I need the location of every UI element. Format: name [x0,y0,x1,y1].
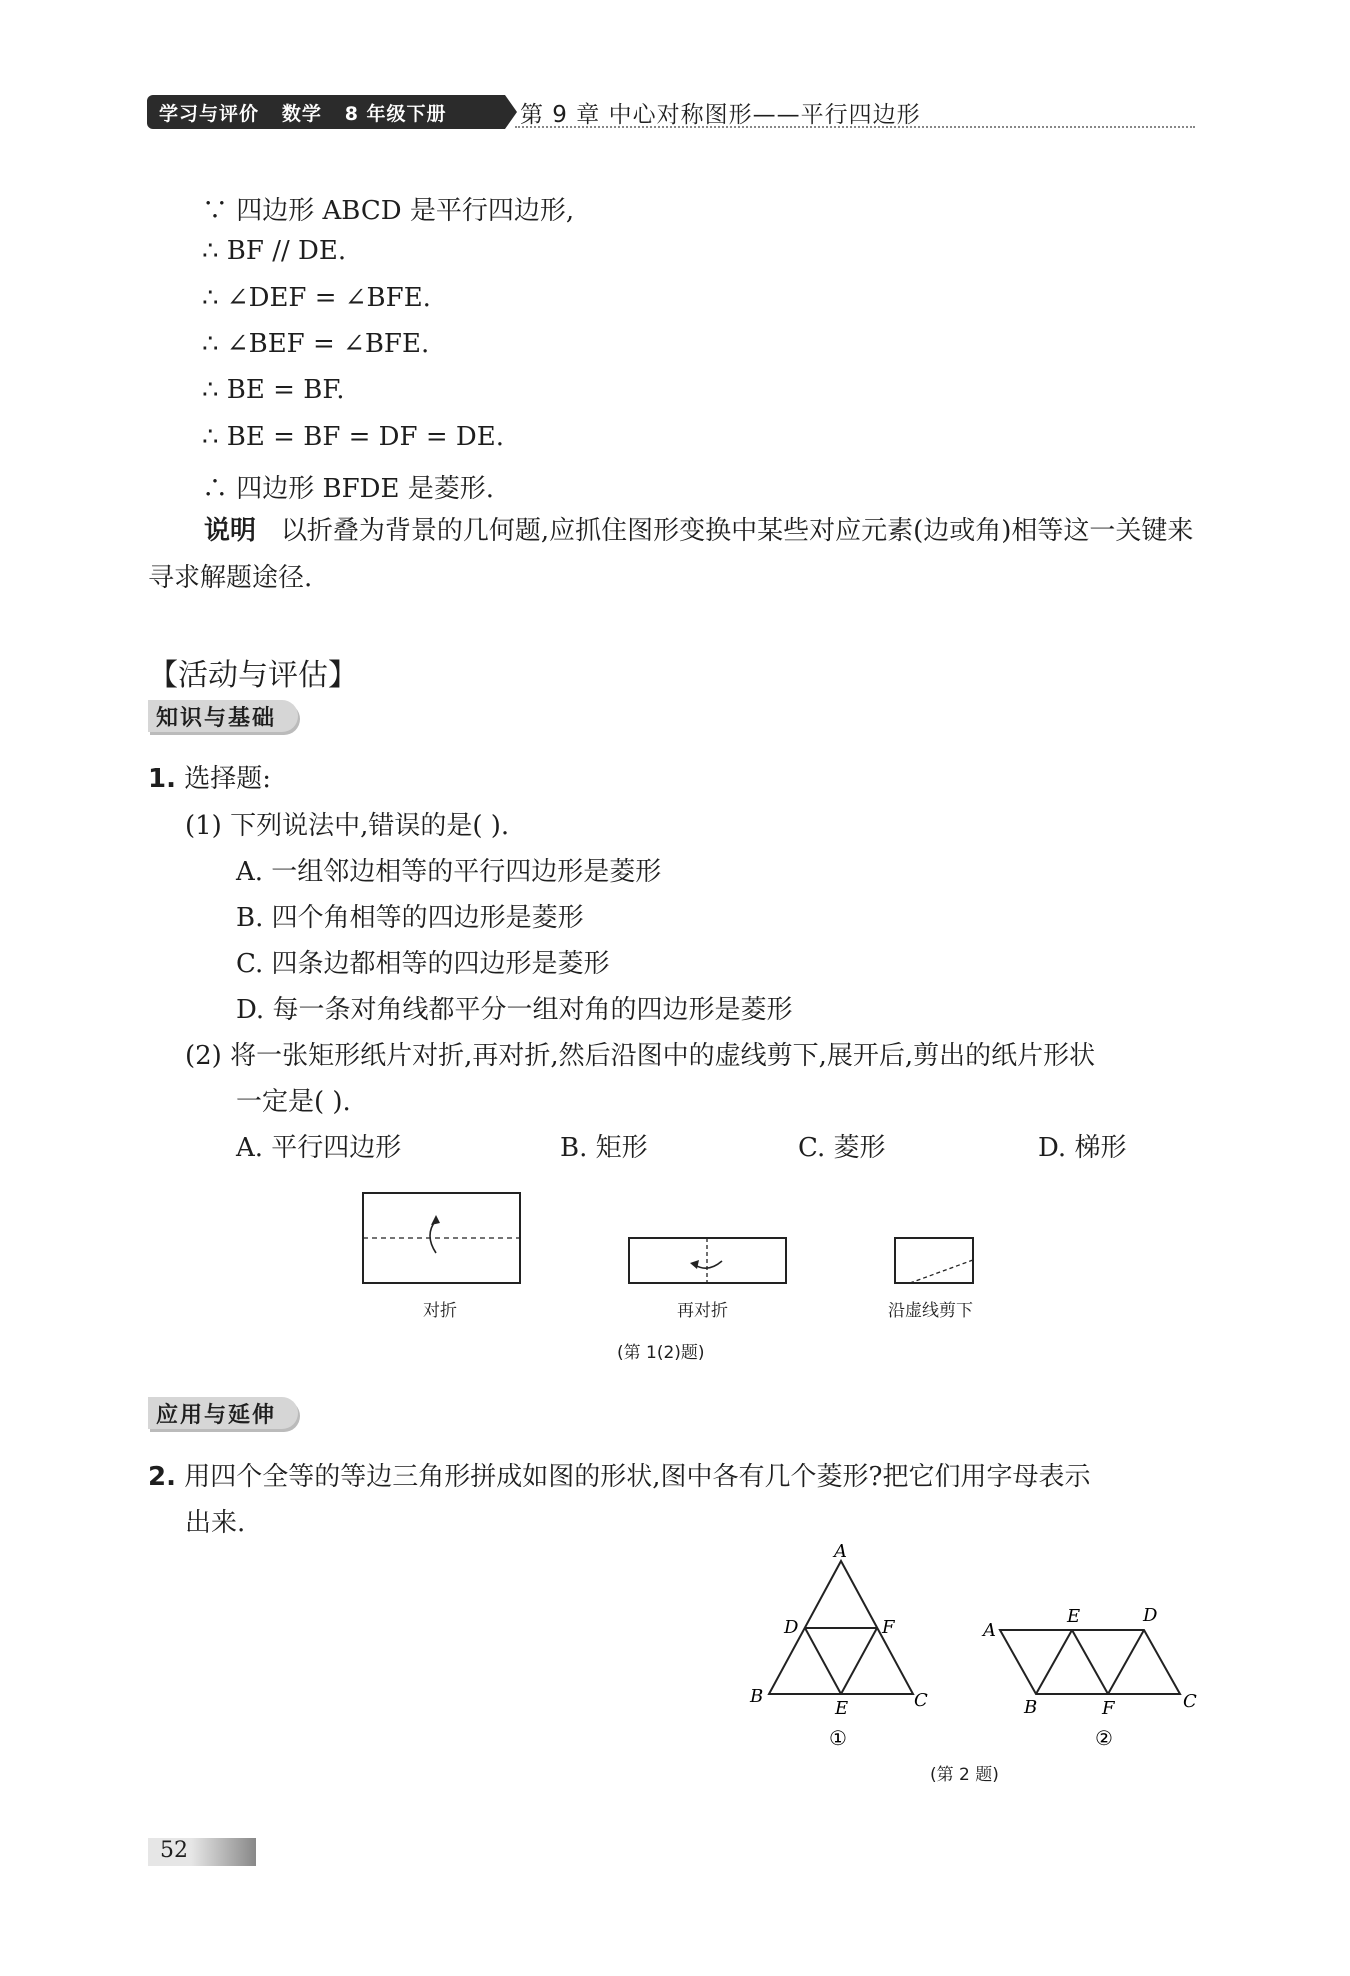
fig2-point-c: C [1183,1691,1197,1712]
fig-label-cut: 沿虚线剪下 [888,1301,973,1321]
q1-sub2-option-c: C. 菱形 [798,1133,886,1163]
tag-application-extension: 应用与延伸 [148,1397,298,1429]
note-label: 说明 [204,516,257,546]
proof-line: ∴ ∠DEF = ∠BFE. [202,283,431,313]
page-number: 52 [160,1838,188,1863]
fig1-point-b: B [750,1686,764,1707]
q2-line1: 2. 用四个全等的等边三角形拼成如图的形状,图中各有几个菱形?把它们用字母表示 [148,1462,1091,1492]
badge-arrow [505,95,517,129]
note-paragraph [148,508,1200,602]
q1-option-a: A. 一组邻边相等的平行四边形是菱形 [236,857,662,887]
section-title: 【活动与评估】 [148,658,358,693]
fig1-point-e: E [835,1698,849,1719]
q1-option-b: B. 四个角相等的四边形是菱形 [236,903,584,933]
fig2-point-d: D [1143,1605,1158,1626]
fold-once-diagram [363,1193,520,1283]
fig1-point-a: A [834,1541,847,1562]
q1-option-c: C. 四条边都相等的四边形是菱形 [236,949,610,979]
fig1-point-c: C [914,1690,928,1711]
fig-caption-q2: (第 2 题) [930,1765,999,1785]
fig1-point-d: D [784,1617,799,1638]
proof-line: ∵ 四边形 ABCD 是平行四边形, [202,196,575,226]
proof-line: ∴ ∠BEF = ∠BFE. [202,329,430,359]
page-number-box [148,1838,256,1866]
header-rule [515,126,1195,128]
fold-twice-diagram [629,1238,786,1283]
fig-caption-q1-2: (第 1(2)题) [617,1343,705,1363]
fig-label-fold-again: 再对折 [677,1301,728,1321]
q1-sub2-option-a: A. 平行四边形 [236,1133,402,1163]
fig2-point-a: A [983,1620,996,1641]
chapter-title: 第 9 章 中心对称图形——平行四边形 [520,102,921,128]
q1-sub2-option-d: D. 梯形 [1038,1133,1127,1163]
tag-knowledge-basics: 知识与基础 [148,700,298,732]
fig2-mark: ② [1095,1726,1113,1750]
q1-title: 1. 选择题: [148,764,271,794]
q1-sub1-stem: (1) 下列说法中,错误的是( ). [185,811,510,841]
cut-diagram [895,1238,973,1283]
fig2-point-e: E [1067,1606,1081,1627]
proof-line: ∴ BF // DE. [202,236,347,266]
triangle-figures [740,1540,1210,1760]
fig-label-fold: 对折 [423,1301,457,1321]
q1-sub2-stem-line2: 一定是( ). [236,1087,351,1117]
q1-sub2-option-b: B. 矩形 [560,1133,648,1163]
proof-line: ∴ BE = BF = DF = DE. [202,422,504,452]
q1-sub2-stem-line1: (2) 将一张矩形纸片对折,再对折,然后沿图中的虚线剪下,展开后,剪出的纸片形状 [185,1041,1096,1071]
proof-line: ∴ BE = BF. [202,375,345,405]
proof-line: ∴ 四边形 BFDE 是菱形. [202,474,495,504]
paper-fold-figure [350,1185,1000,1295]
fig1-mark: ① [829,1726,847,1750]
fig2-point-b: B [1024,1697,1038,1718]
q2-line2: 出来. [185,1508,246,1538]
note-text: 以折叠为背景的几何题,应抓住图形变换中某些对应元素(边或角)相等这一关键来寻求解题途径. [148,516,1194,593]
figure-2-parallelogram [1000,1630,1180,1694]
q1-option-d: D. 每一条对角线都平分一组对角的四边形是菱形 [236,995,793,1025]
fig1-point-f: F [882,1617,895,1638]
fig2-point-f: F [1102,1698,1115,1719]
book-badge: 学习与评价 数学 8 年级下册 [147,95,505,129]
